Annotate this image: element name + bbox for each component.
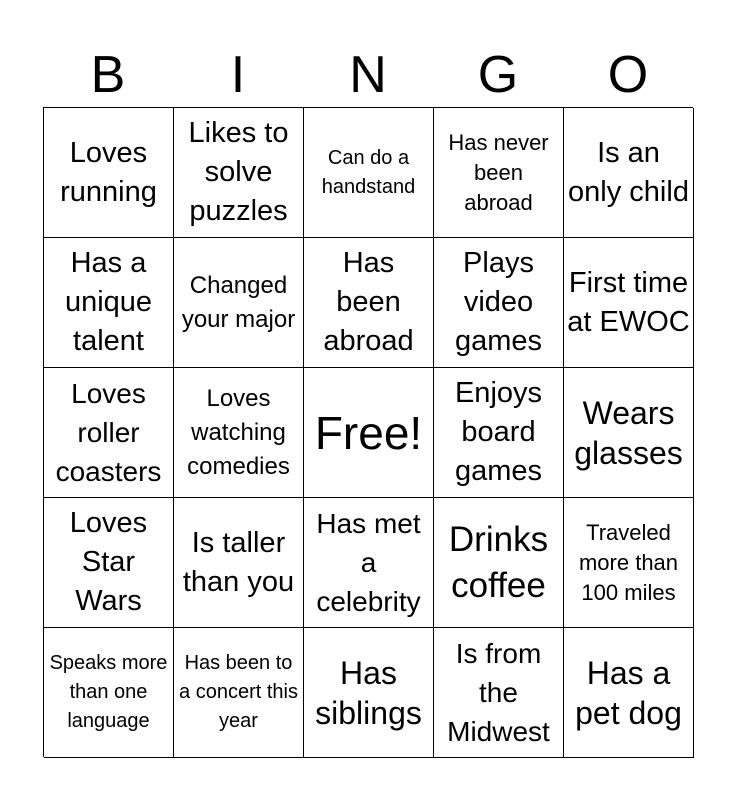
- bingo-cell[interactable]: [434, 108, 564, 238]
- cell-label: Plays video games: [454, 247, 543, 357]
- cell-label: Has been to a concert this year: [179, 652, 298, 732]
- bingo-cell[interactable]: [174, 238, 304, 368]
- bingo-cell[interactable]: [174, 108, 304, 238]
- bingo-cell[interactable]: [44, 628, 174, 758]
- bingo-cell[interactable]: [44, 498, 174, 628]
- bingo-grid: [43, 107, 693, 757]
- cell-label: Loves running: [60, 136, 157, 208]
- cell-label: Speaks more than one language: [49, 652, 168, 732]
- bingo-cell[interactable]: [434, 368, 564, 498]
- cell-label: Wears glasses: [574, 394, 683, 471]
- bingo-header: [43, 46, 693, 104]
- cell-label: Likes to solve puzzles: [188, 117, 289, 227]
- bingo-cell[interactable]: [44, 108, 174, 238]
- bingo-cell[interactable]: [434, 498, 564, 628]
- cell-label: Loves Star Wars: [69, 507, 148, 617]
- bingo-cell[interactable]: [304, 628, 434, 758]
- cell-label: Drinks coffee: [448, 519, 549, 605]
- cell-label: Changed your major: [181, 271, 296, 333]
- cell-label: Has been abroad: [323, 247, 414, 357]
- cell-label: Traveled more than 100 miles: [578, 519, 679, 605]
- cell-label: Has a pet dog: [575, 654, 682, 731]
- bingo-cell[interactable]: [44, 238, 174, 368]
- header-letter-o: O: [607, 46, 649, 104]
- cell-label: Enjoys board games: [454, 377, 543, 487]
- cell-label: Has siblings: [315, 654, 422, 731]
- cell-label: Has a unique talent: [64, 247, 153, 357]
- bingo-cell[interactable]: [564, 368, 694, 498]
- header-letter-i: I: [230, 46, 246, 104]
- bingo-cell-free[interactable]: [304, 368, 434, 498]
- cell-label: Free!: [314, 406, 423, 459]
- cell-label: Is from the Midwest: [447, 638, 550, 747]
- cell-label: Loves watching comedies: [187, 384, 290, 480]
- bingo-cell[interactable]: [174, 628, 304, 758]
- header-letter-g: G: [477, 46, 519, 104]
- cell-label: First time at EWOC: [567, 266, 690, 338]
- header-letter-n: N: [349, 46, 387, 104]
- bingo-cell[interactable]: [174, 498, 304, 628]
- cell-label: Has never been abroad: [448, 129, 549, 215]
- cell-label: Loves roller coasters: [55, 378, 162, 487]
- cell-label: Has met a celebrity: [316, 508, 421, 617]
- bingo-cell[interactable]: [304, 238, 434, 368]
- bingo-cell[interactable]: [304, 108, 434, 238]
- bingo-cell[interactable]: [564, 498, 694, 628]
- bingo-cell[interactable]: [44, 368, 174, 498]
- bingo-cell[interactable]: [564, 108, 694, 238]
- bingo-cell[interactable]: [434, 238, 564, 368]
- cell-label: Is taller than you: [182, 526, 295, 598]
- bingo-cell[interactable]: [564, 628, 694, 758]
- bingo-cell[interactable]: [174, 368, 304, 498]
- bingo-cell[interactable]: [304, 498, 434, 628]
- cell-label: Is an only child: [568, 136, 689, 208]
- bingo-cell[interactable]: [434, 628, 564, 758]
- header-letter-b: B: [90, 46, 126, 104]
- cell-label: Can do a handstand: [321, 146, 416, 198]
- bingo-cell[interactable]: [564, 238, 694, 368]
